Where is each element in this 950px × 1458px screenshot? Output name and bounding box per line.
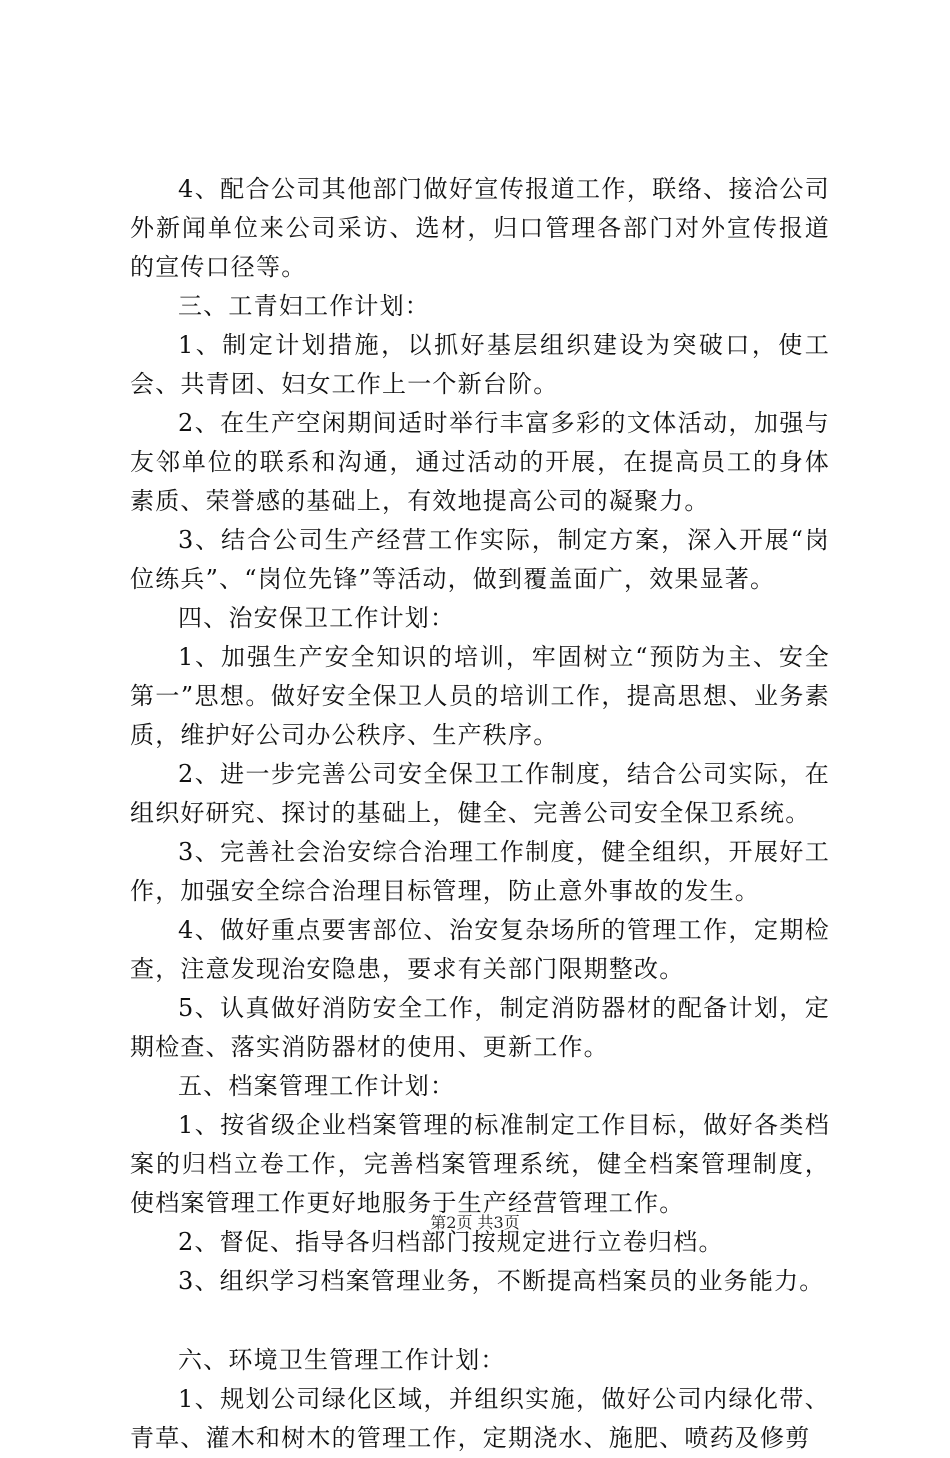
paragraph-spacer — [130, 1301, 830, 1341]
page-number-footer: 第2页 共3页 — [430, 1213, 520, 1232]
paragraph: 1、规划公司绿化区域，并组织实施，做好公司内绿化带、青草、灌木和树木的管理工作，定期浇水、施肥、喷药及修剪 — [130, 1385, 830, 1452]
paragraph: 4、做好重点要害部位、治安复杂场所的管理工作，定期检查，注意发现治安隐患，要求有关部门限期整改。 — [130, 916, 830, 983]
section-heading: 四、治安保卫工作计划： — [178, 604, 456, 632]
paragraph: 1、制定计划措施，以抓好基层组织建设为突破口，使工会、共青团、妇女工作上一个新台阶。 — [130, 331, 830, 398]
paragraph: 2、督促、指导各归档部门按规定进行立卷归档。 — [178, 1228, 724, 1256]
paragraph: 1、按省级企业档案管理的标准制定工作目标，做好各类档案的归档立卷工作，完善档案管理系统，健全档案管理制度，使档案管理工作更好地服务于生产经营管理工作。 — [130, 1111, 830, 1217]
paragraph: 3、结合公司生产经营工作实际，制定方案，深入开展“岗位练兵”、“岗位先锋”等活动，做到覆盖面广，效果显著。 — [130, 526, 830, 593]
paragraph: 5、认真做好消防安全工作，制定消防器材的配备计划，定期检查、落实消防器材的使用、更新工作。 — [130, 994, 830, 1061]
paragraph: 2、进一步完善公司安全保卫工作制度，结合公司实际，在组织好研究、探讨的基础上，健全、完善公司安全保卫系统。 — [130, 760, 830, 827]
section-heading: 三、工青妇工作计划： — [178, 292, 430, 320]
document-body — [130, 170, 830, 1458]
paragraph: 2、在生产空闲期间适时举行丰富多彩的文体活动，加强与友邻单位的联系和沟通，通过活动的开展，在提高员工的身体素质、荣誉感的基础上，有效地提高公司的凝聚力。 — [130, 409, 830, 515]
section-heading: 六、环境卫生管理工作计划： — [178, 1346, 506, 1374]
section-heading: 五、档案管理工作计划： — [178, 1072, 456, 1100]
paragraph: 3、完善社会治安综合治理工作制度，健全组织，开展好工作，加强安全综合治理目标管理，防止意外事故的发生。 — [130, 838, 830, 905]
paragraph: 1、加强生产安全知识的培训，牢固树立“预防为主、安全第一”思想。做好安全保卫人员的培训工作，提高思想、业务素质，维护好公司办公秩序、生产秩序。 — [130, 643, 830, 749]
paragraph: 4、配合公司其他部门做好宣传报道工作，联络、接洽公司外新闻单位来公司采访、选材，归口管理各部门对外宣传报道的宣传口径等。 — [130, 175, 830, 281]
paragraph: 3、组织学习档案管理业务，不断提高档案员的业务能力。 — [178, 1267, 825, 1295]
